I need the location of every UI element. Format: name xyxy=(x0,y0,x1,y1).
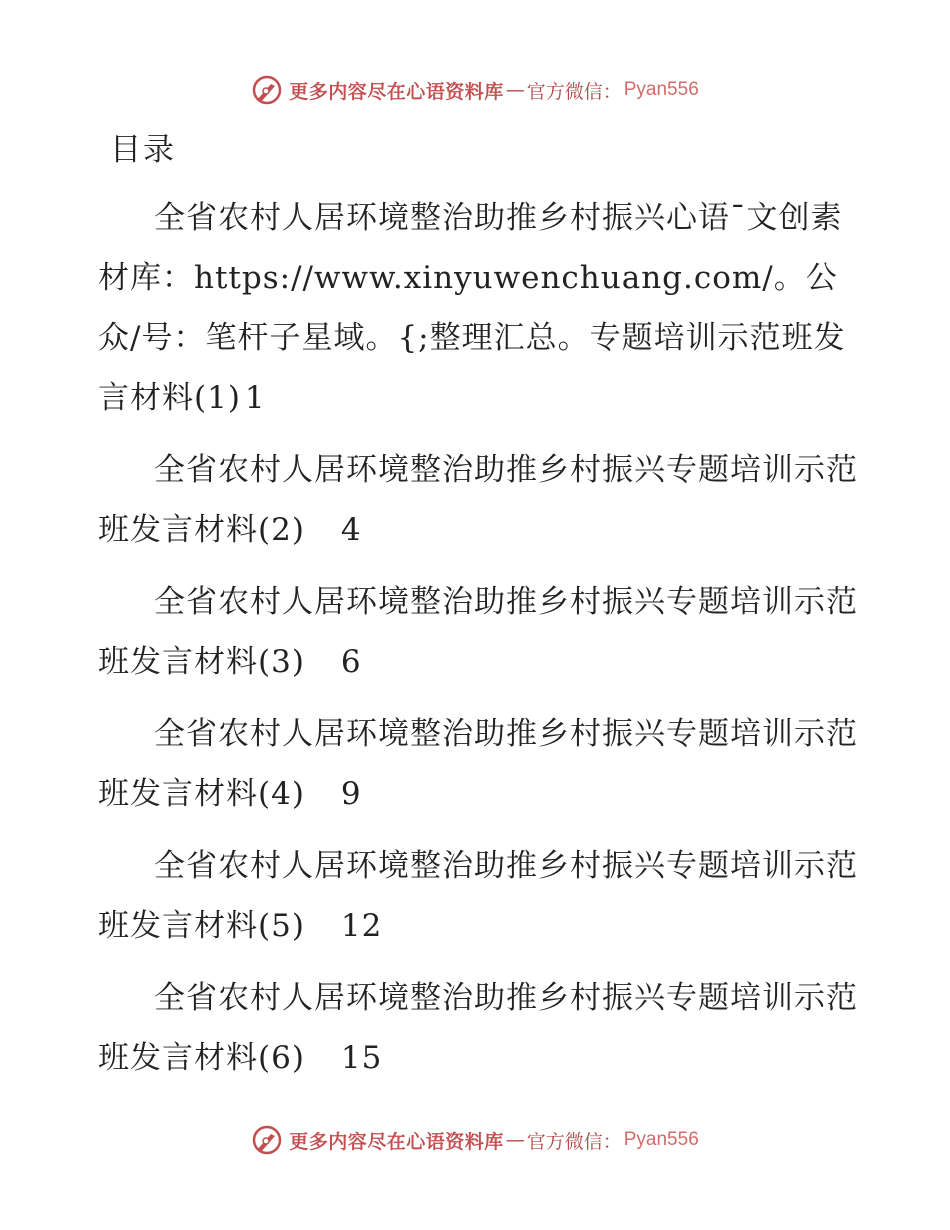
banner-main-text: 更多内容尽在心语资料库 xyxy=(289,80,504,103)
banner-wechat-id: Pyan556 xyxy=(623,79,699,100)
toc-entry-title: 全省农村人居环境整治助推乡村振兴专题培训示范班发言材料(5) xyxy=(98,848,858,944)
banner-main-text: 更多内容尽在心语资料库 xyxy=(289,1130,504,1153)
footer-banner xyxy=(0,1120,950,1160)
toc-entry[interactable] xyxy=(98,836,858,956)
banner-dash: — xyxy=(505,79,525,101)
banner-dash: — xyxy=(505,1129,525,1151)
pen-circle-logo-icon xyxy=(251,1124,283,1156)
toc-entry[interactable] xyxy=(98,572,858,692)
toc-entry-title: 全省农村人居环境整治助推乡村振兴专题培训示范班发言材料(6) xyxy=(98,980,858,1076)
toc-entry[interactable] xyxy=(98,968,858,1088)
banner-wechat-label: 官方微信： xyxy=(526,1130,622,1153)
toc-entry-page: 1 xyxy=(244,380,266,416)
toc-entry-title: 全省农村人居环境整治助推乡村振兴心语¯文创素材库：https://www.xinyuwenchuang.com/。公众/号：笔杆子星域。{;整理汇总。专题培训示范班发言材料(1) xyxy=(98,200,846,416)
toc-entry-title: 全省农村人居环境整治助推乡村振兴专题培训示范班发言材料(2) xyxy=(98,452,858,548)
toc-entry-page: 12 xyxy=(340,908,383,944)
header-banner xyxy=(0,70,950,110)
toc-list xyxy=(98,188,858,1100)
toc-entry[interactable] xyxy=(98,440,858,560)
toc-entry-page: 15 xyxy=(340,1040,383,1076)
pen-circle-logo-icon xyxy=(251,74,283,106)
toc-entry-title: 全省农村人居环境整治助推乡村振兴专题培训示范班发言材料(3) xyxy=(98,584,858,680)
banner-wechat-id: Pyan556 xyxy=(623,1129,699,1150)
banner-wechat-label: 官方微信： xyxy=(526,80,622,103)
toc-entry[interactable] xyxy=(98,188,858,428)
toc-entry-title: 全省农村人居环境整治助推乡村振兴专题培训示范班发言材料(4) xyxy=(98,716,858,812)
toc-heading: 目录 xyxy=(110,132,176,168)
toc-entry-page: 6 xyxy=(340,644,362,680)
toc-entry[interactable] xyxy=(98,704,858,824)
toc-entry-page: 9 xyxy=(340,776,362,812)
toc-entry-page: 4 xyxy=(340,512,362,548)
